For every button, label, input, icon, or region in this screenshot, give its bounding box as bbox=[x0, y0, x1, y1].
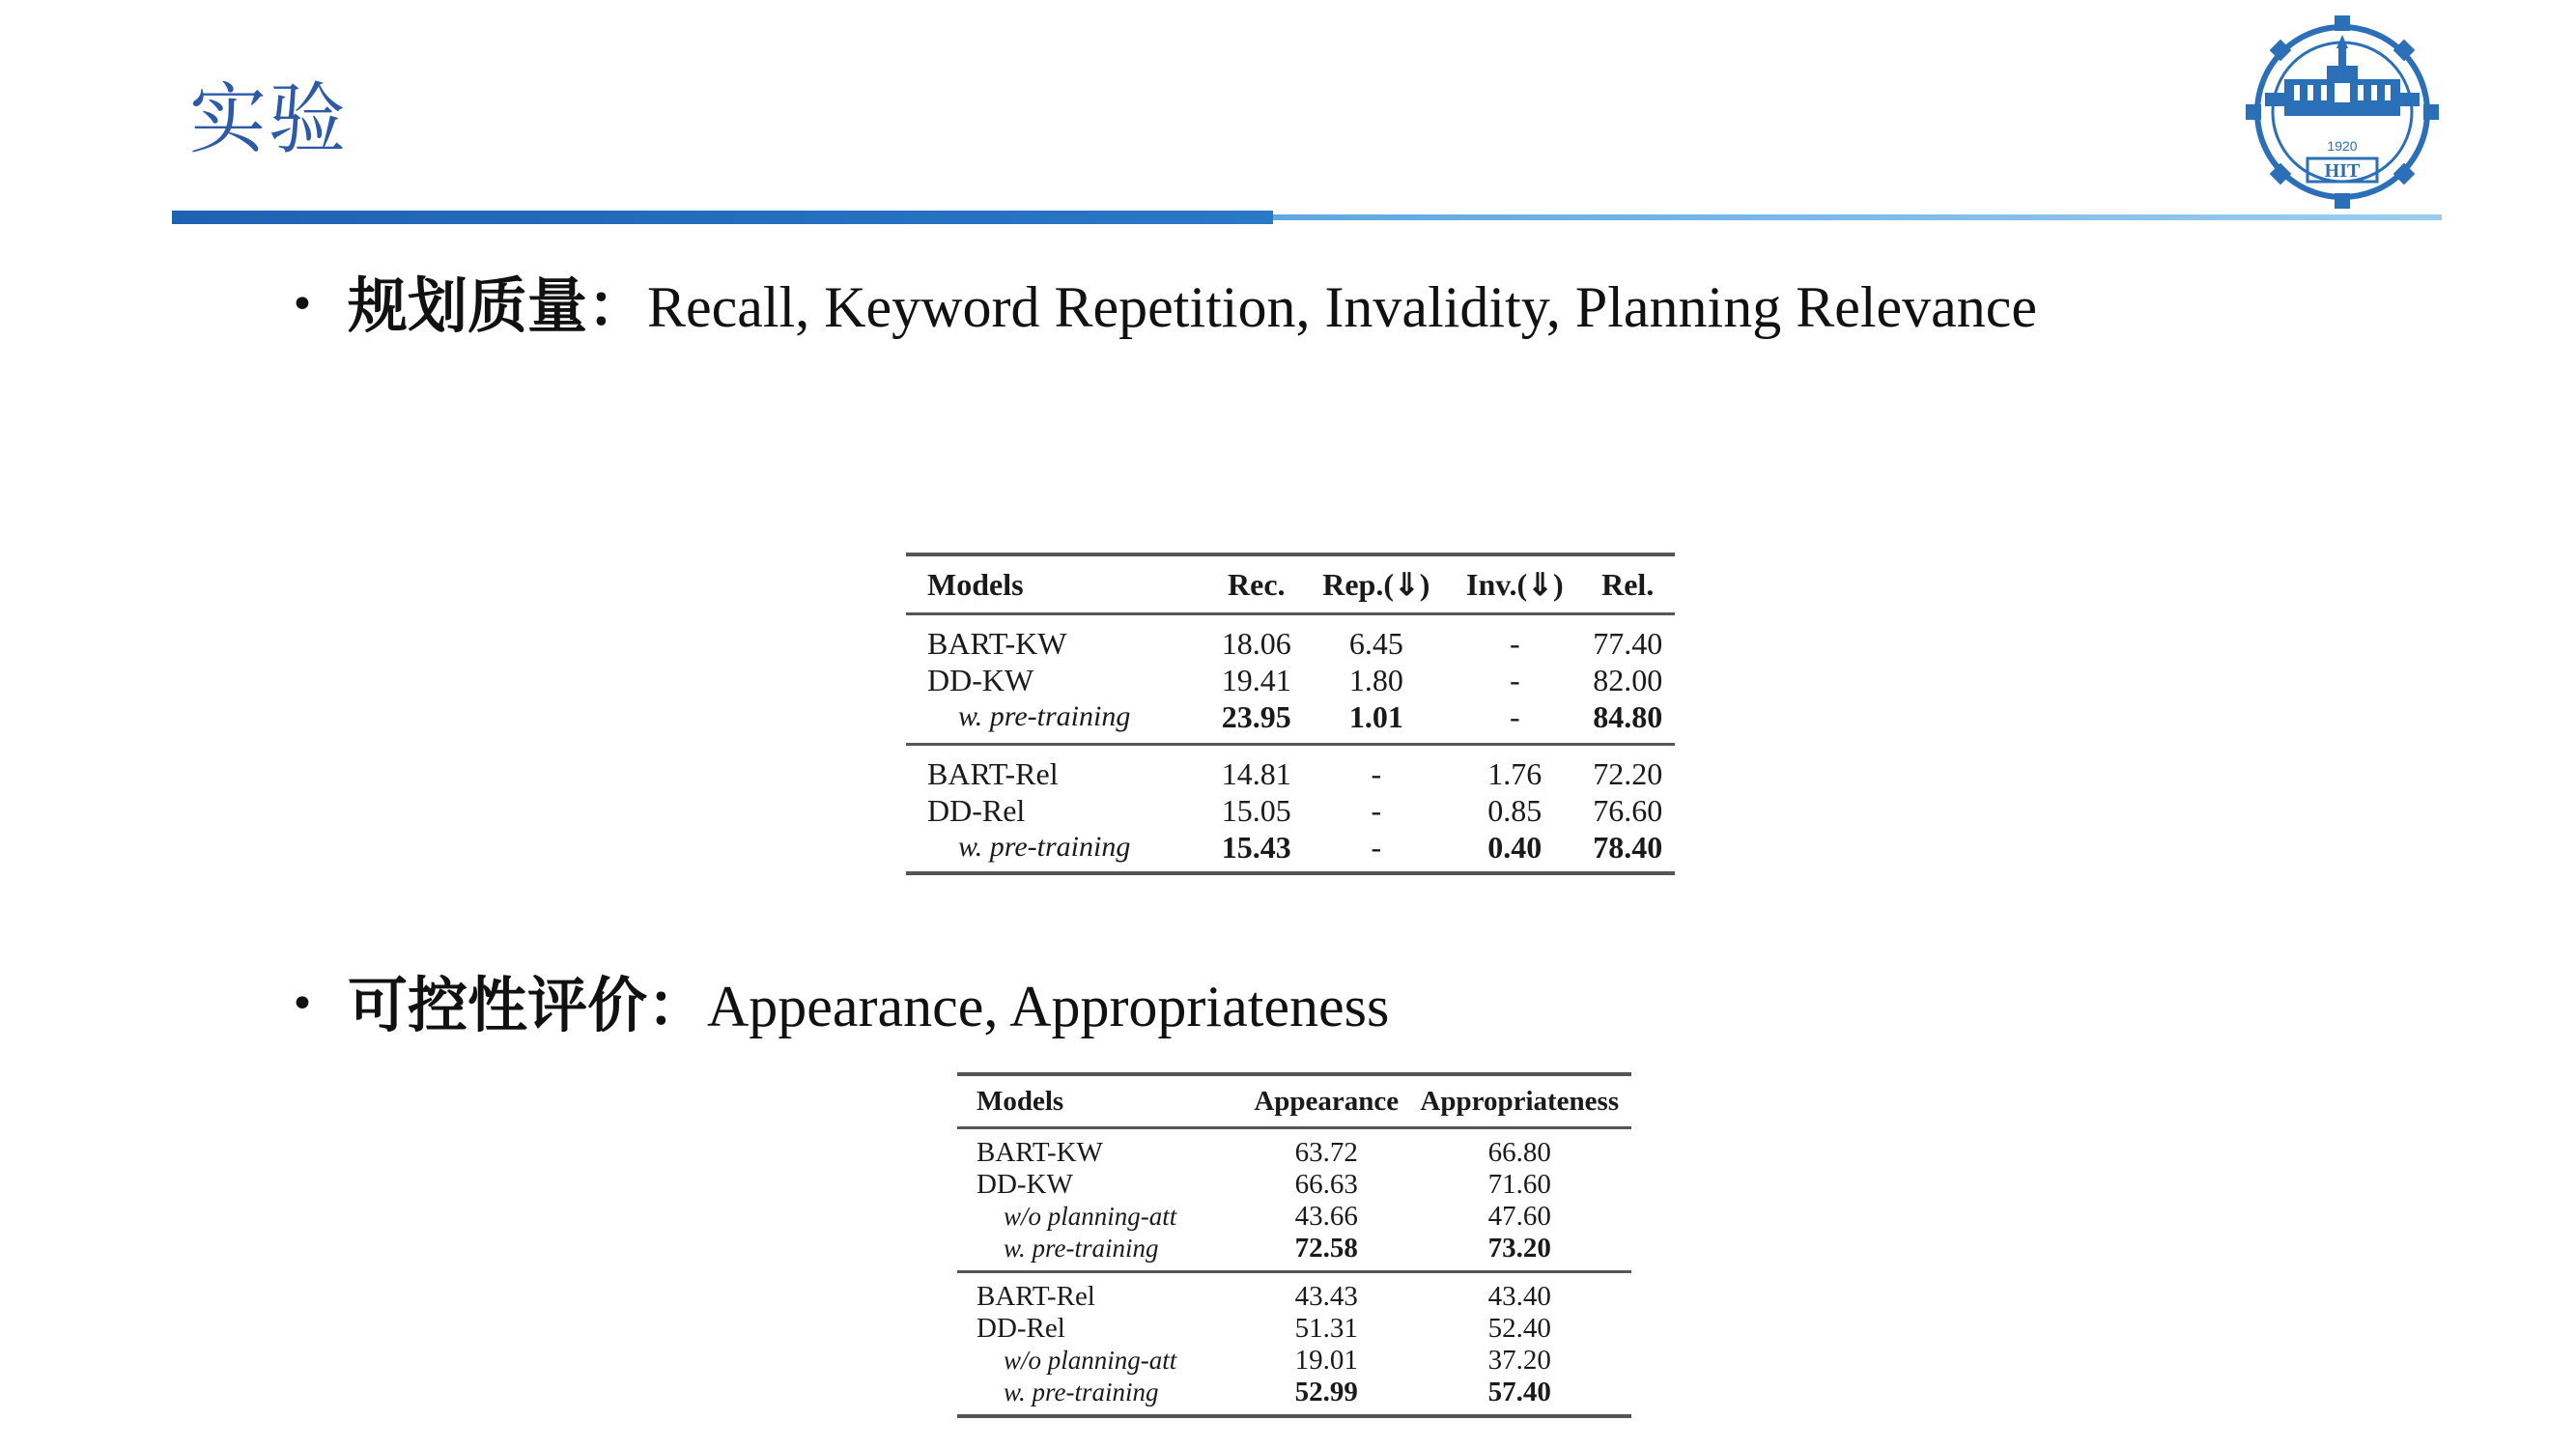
table-cell: - bbox=[1304, 829, 1450, 873]
table-row bbox=[957, 1272, 1631, 1314]
model-name: DD-KW bbox=[927, 662, 1034, 697]
bullet-label: 可控性评价： bbox=[347, 970, 707, 1040]
table-row bbox=[957, 1169, 1631, 1201]
model-name: DD-KW bbox=[977, 1169, 1073, 1200]
bullet-text: Appearance, Appropriateness bbox=[706, 975, 1390, 1038]
table-row bbox=[906, 829, 1675, 873]
model-name: BART-Rel bbox=[927, 755, 1059, 791]
table-cell: - bbox=[1371, 792, 1382, 828]
table-cell: 84.80 bbox=[1580, 698, 1675, 745]
model-name: BART-Rel bbox=[977, 1281, 1095, 1312]
table-cell: 37.20 bbox=[1487, 1345, 1551, 1376]
slide-title: 实验 bbox=[189, 74, 348, 164]
model-name: BART-KW bbox=[927, 625, 1067, 661]
table-cell: 43.43 bbox=[1294, 1281, 1358, 1312]
table-row bbox=[957, 1233, 1631, 1272]
table-cell: - bbox=[1509, 625, 1520, 661]
bullet-text: Recall, Keyword Repetition, Invalidity, Planning Relevance bbox=[646, 275, 2038, 339]
table-cell: 14.81 bbox=[1221, 755, 1291, 791]
table-cell: 82.00 bbox=[1593, 662, 1663, 697]
table-cell: 15.43 bbox=[1209, 829, 1304, 873]
table-cell: 23.95 bbox=[1209, 698, 1304, 745]
table-cell: 52.40 bbox=[1487, 1313, 1551, 1344]
table-cell: 6.45 bbox=[1348, 625, 1403, 661]
table-header-cell: Models bbox=[957, 1074, 1245, 1128]
table-cell: 18.06 bbox=[1221, 625, 1291, 661]
table-cell: 19.41 bbox=[1221, 662, 1291, 697]
table-header-cell: Models bbox=[906, 554, 1209, 614]
table-row bbox=[906, 745, 1675, 793]
planning-quality-table bbox=[906, 553, 1675, 875]
logo-text: HIT bbox=[2324, 160, 2361, 182]
table-row bbox=[906, 792, 1675, 829]
table-cell: 43.40 bbox=[1487, 1281, 1551, 1312]
table-cell: 0.40 bbox=[1449, 829, 1580, 873]
table-cell: 63.72 bbox=[1294, 1137, 1358, 1168]
table-cell: 1.01 bbox=[1304, 698, 1450, 745]
header-divider-dark bbox=[172, 211, 1273, 224]
model-name: w. pre-training bbox=[957, 1377, 1245, 1416]
table-cell: 1.76 bbox=[1487, 755, 1543, 791]
table-cell: 43.66 bbox=[1294, 1201, 1358, 1232]
table-cell: - bbox=[1371, 755, 1382, 791]
table-header-cell: Inv.(⇓) bbox=[1449, 554, 1580, 614]
model-name: w. pre-training bbox=[957, 1233, 1245, 1272]
table-cell: - bbox=[1509, 662, 1520, 697]
table-row bbox=[906, 698, 1675, 745]
bullet-controllability bbox=[290, 970, 1390, 1040]
table-cell: 72.20 bbox=[1593, 755, 1663, 791]
model-name: w. pre-training bbox=[906, 698, 1209, 745]
hit-logo-emblem-icon bbox=[2226, 6, 2472, 218]
table-cell: 15.05 bbox=[1221, 792, 1291, 828]
table-header-cell: Appearance bbox=[1245, 1074, 1408, 1128]
model-name: w. pre-training bbox=[906, 829, 1209, 873]
table-cell: 0.85 bbox=[1487, 792, 1543, 828]
table-row bbox=[906, 614, 1675, 663]
bullet-planning-quality bbox=[290, 270, 2038, 341]
controllability-table bbox=[957, 1072, 1631, 1418]
table-cell: 77.40 bbox=[1593, 625, 1663, 661]
table-header-row bbox=[906, 554, 1675, 614]
table-cell: 72.58 bbox=[1245, 1233, 1408, 1272]
table-cell: 47.60 bbox=[1487, 1201, 1551, 1232]
table-cell: 76.60 bbox=[1593, 792, 1663, 828]
table-cell: 1.80 bbox=[1348, 662, 1403, 697]
table-header-cell: Rec. bbox=[1209, 554, 1304, 614]
bullet-dot-icon: • bbox=[290, 980, 315, 1029]
table-cell: 78.40 bbox=[1580, 829, 1675, 873]
table-row bbox=[906, 662, 1675, 698]
bullet-dot-icon: • bbox=[290, 280, 315, 329]
table-row bbox=[957, 1313, 1631, 1345]
logo-year: 1920 bbox=[2327, 138, 2358, 154]
table-header-row bbox=[957, 1074, 1631, 1128]
hit-logo bbox=[2226, 6, 2472, 218]
table-cell: 52.99 bbox=[1245, 1377, 1408, 1416]
model-name: DD-Rel bbox=[977, 1313, 1065, 1344]
table-row bbox=[957, 1201, 1631, 1233]
table-header-cell: Rel. bbox=[1580, 554, 1675, 614]
header-divider bbox=[172, 211, 2442, 226]
model-name: BART-KW bbox=[977, 1137, 1103, 1168]
table-cell: 57.40 bbox=[1408, 1377, 1631, 1416]
table-cell: 73.20 bbox=[1408, 1233, 1631, 1272]
model-name: w/o planning-att bbox=[1004, 1202, 1177, 1231]
table-header-cell: Appropriateness bbox=[1408, 1074, 1631, 1128]
table-cell: - bbox=[1449, 698, 1580, 745]
table-row bbox=[957, 1128, 1631, 1170]
table-cell: 66.63 bbox=[1294, 1169, 1358, 1200]
table-row bbox=[957, 1377, 1631, 1416]
model-name: w/o planning-att bbox=[1004, 1346, 1177, 1375]
table-row bbox=[957, 1345, 1631, 1377]
table-cell: 71.60 bbox=[1487, 1169, 1551, 1200]
table-cell: 51.31 bbox=[1294, 1313, 1358, 1344]
table-cell: 19.01 bbox=[1294, 1345, 1358, 1376]
model-name: DD-Rel bbox=[927, 792, 1026, 828]
table-cell: 66.80 bbox=[1487, 1137, 1551, 1168]
table-header-cell: Rep.(⇓) bbox=[1304, 554, 1450, 614]
bullet-label: 规划质量： bbox=[347, 270, 647, 341]
